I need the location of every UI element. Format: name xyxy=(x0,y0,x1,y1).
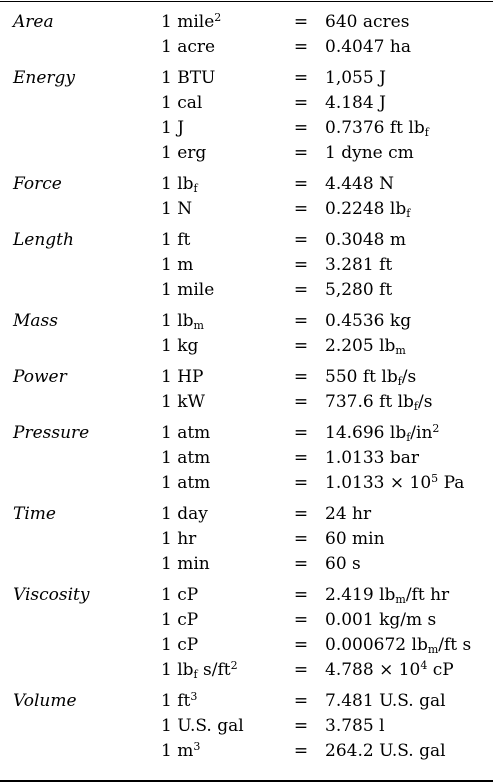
conversion-row xyxy=(0,141,471,166)
equals-sign: = xyxy=(293,504,309,524)
to-value: 0.000672 $lb_m/ft$ s xyxy=(325,635,472,656)
to-value: 60 s xyxy=(325,554,361,574)
conversion-row xyxy=(0,253,471,278)
to-value: $1.0133 \times 10^5$ Pa xyxy=(325,472,465,493)
to-value: 264.2 U.S. gal xyxy=(325,741,446,761)
from-unit: 1 m xyxy=(161,255,194,275)
category-label xyxy=(0,141,161,166)
conversion-row xyxy=(0,658,471,683)
to-value: 4.448 N xyxy=(325,174,394,194)
from-unit: 1 U.S. gal xyxy=(161,716,244,736)
equals-sign: = xyxy=(293,554,309,574)
equals-sign: = xyxy=(293,741,309,761)
category-label: Viscosity xyxy=(13,585,90,605)
conversion-row xyxy=(0,359,471,390)
equals-sign: = xyxy=(293,199,309,219)
to-value: 60 min xyxy=(325,529,385,549)
conversion-row xyxy=(0,415,471,446)
category-label xyxy=(0,633,161,658)
conversion-row xyxy=(0,166,471,197)
category-label xyxy=(0,527,161,552)
to-value: 7.481 U.S. gal xyxy=(325,691,446,711)
from-unit: 1 N xyxy=(161,199,193,219)
conversion-row xyxy=(0,608,471,633)
category-label xyxy=(0,739,161,764)
category-label: Volume xyxy=(13,691,77,711)
to-value: 3.785 l xyxy=(325,716,385,736)
from-unit: 1 mile$^2$ xyxy=(161,11,222,32)
category-label xyxy=(0,197,161,222)
category-label: Power xyxy=(13,367,67,387)
equals-sign: = xyxy=(293,610,309,630)
from-unit: 1 $ft^3$ xyxy=(161,690,198,711)
conversion-row xyxy=(0,390,471,415)
category-label xyxy=(0,390,161,415)
from-unit: 1 cal xyxy=(161,93,203,113)
from-unit: 1 kW xyxy=(161,392,205,412)
category-label: Time xyxy=(13,504,56,524)
to-value: 0.7376 ft $lb_f$ xyxy=(325,118,429,139)
equals-sign: = xyxy=(293,691,309,711)
equals-sign: = xyxy=(293,660,309,680)
top-rule xyxy=(0,1,493,2)
to-value: 1 dyne cm xyxy=(325,143,414,163)
equals-sign: = xyxy=(293,280,309,300)
from-unit: 1 kg xyxy=(161,336,199,356)
from-unit: 1 mile xyxy=(161,280,215,300)
from-unit: 1 min xyxy=(161,554,210,574)
conversion-row xyxy=(0,197,471,222)
conversion-row xyxy=(0,10,471,35)
to-value: 737.6 ft $lb_f/s$ xyxy=(325,392,433,413)
equals-sign: = xyxy=(293,367,309,387)
to-value: $4.788 \times 10^4$ cP xyxy=(325,659,454,680)
from-unit: 1 BTU xyxy=(161,68,216,88)
to-value: 0.4536 kg xyxy=(325,311,412,331)
equals-sign: = xyxy=(293,529,309,549)
from-unit: 1 atm xyxy=(161,448,211,468)
conversion-row xyxy=(0,527,471,552)
from-unit: 1 erg xyxy=(161,143,207,163)
conversion-row xyxy=(0,683,471,714)
category-label: Energy xyxy=(13,68,76,88)
from-unit: 1 $lb_f$ xyxy=(161,174,198,195)
conversion-row xyxy=(0,471,471,496)
category-label xyxy=(0,552,161,577)
category-label xyxy=(0,116,161,141)
equals-sign: = xyxy=(293,255,309,275)
equals-sign: = xyxy=(293,230,309,250)
from-unit: 1 $lb_f$ $s/ft^2$ xyxy=(161,659,238,681)
from-unit: 1 J xyxy=(161,118,185,138)
equals-sign: = xyxy=(293,37,309,57)
equals-sign: = xyxy=(293,392,309,412)
conversion-row xyxy=(0,633,471,658)
conversion-row xyxy=(0,278,471,303)
conversion-row xyxy=(0,303,471,334)
conversion-row xyxy=(0,496,471,527)
category-label: Force xyxy=(13,174,62,194)
to-value: 1,055 J xyxy=(325,68,386,88)
conversion-row xyxy=(0,446,471,471)
equals-sign: = xyxy=(293,473,309,493)
category-label xyxy=(0,253,161,278)
to-value: 1.0133 bar xyxy=(325,448,420,468)
to-value: 550 ft $lb_f/s$ xyxy=(325,367,417,388)
unit-conversion-table xyxy=(0,10,471,764)
from-unit: 1 $m^3$ xyxy=(161,740,201,761)
equals-sign: = xyxy=(293,143,309,163)
equals-sign: = xyxy=(293,423,309,443)
to-value: 14.696 $lb_f/in^2$ xyxy=(325,422,440,444)
equals-sign: = xyxy=(293,93,309,113)
from-unit: 1 hr xyxy=(161,529,197,549)
conversion-row xyxy=(0,577,471,608)
category-label xyxy=(0,334,161,359)
from-unit: 1 day xyxy=(161,504,208,524)
bottom-rule xyxy=(0,780,493,782)
equals-sign: = xyxy=(293,118,309,138)
equals-sign: = xyxy=(293,68,309,88)
conversion-row xyxy=(0,334,471,359)
category-label xyxy=(0,91,161,116)
to-value: 2.205 $lb_m$ xyxy=(325,336,406,357)
to-value: 2.419 $lb_m/ft$ hr xyxy=(325,585,450,606)
to-value: 4.184 J xyxy=(325,93,386,113)
to-value: 0.4047 ha xyxy=(325,37,411,57)
to-value: 0.3048 m xyxy=(325,230,407,250)
category-label: Length xyxy=(13,230,74,250)
to-value: 5,280 ft xyxy=(325,280,393,300)
from-unit: 1 $lb_m$ xyxy=(161,311,204,332)
conversion-table-body xyxy=(0,10,471,764)
equals-sign: = xyxy=(293,716,309,736)
category-label xyxy=(0,714,161,739)
from-unit: 1 HP xyxy=(161,367,204,387)
to-value: 640 acres xyxy=(325,12,410,32)
to-value: 0.2248 $lb_f$ xyxy=(325,199,411,220)
category-label: Mass xyxy=(13,311,58,331)
conversion-row xyxy=(0,714,471,739)
category-label xyxy=(0,35,161,60)
conversion-row xyxy=(0,552,471,577)
category-label: Pressure xyxy=(13,423,90,443)
from-unit: 1 acre xyxy=(161,37,216,57)
from-unit: 1 cP xyxy=(161,610,199,630)
category-label xyxy=(0,471,161,496)
category-label xyxy=(0,608,161,633)
category-label: Area xyxy=(13,12,54,32)
equals-sign: = xyxy=(293,585,309,605)
from-unit: 1 atm xyxy=(161,473,211,493)
from-unit: 1 cP xyxy=(161,635,199,655)
equals-sign: = xyxy=(293,336,309,356)
conversion-row xyxy=(0,116,471,141)
equals-sign: = xyxy=(293,174,309,194)
conversion-row xyxy=(0,222,471,253)
to-value: 3.281 ft xyxy=(325,255,393,275)
equals-sign: = xyxy=(293,635,309,655)
category-label xyxy=(0,658,161,683)
to-value: 24 hr xyxy=(325,504,372,524)
conversion-row xyxy=(0,91,471,116)
from-unit: 1 cP xyxy=(161,585,199,605)
from-unit: 1 ft xyxy=(161,230,191,250)
conversion-row xyxy=(0,35,471,60)
category-label xyxy=(0,278,161,303)
to-value: 0.001 kg/m s xyxy=(325,610,437,630)
from-unit: 1 atm xyxy=(161,423,211,443)
equals-sign: = xyxy=(293,12,309,32)
category-label xyxy=(0,446,161,471)
conversion-row xyxy=(0,60,471,91)
equals-sign: = xyxy=(293,311,309,331)
equals-sign: = xyxy=(293,448,309,468)
conversion-row xyxy=(0,739,471,764)
